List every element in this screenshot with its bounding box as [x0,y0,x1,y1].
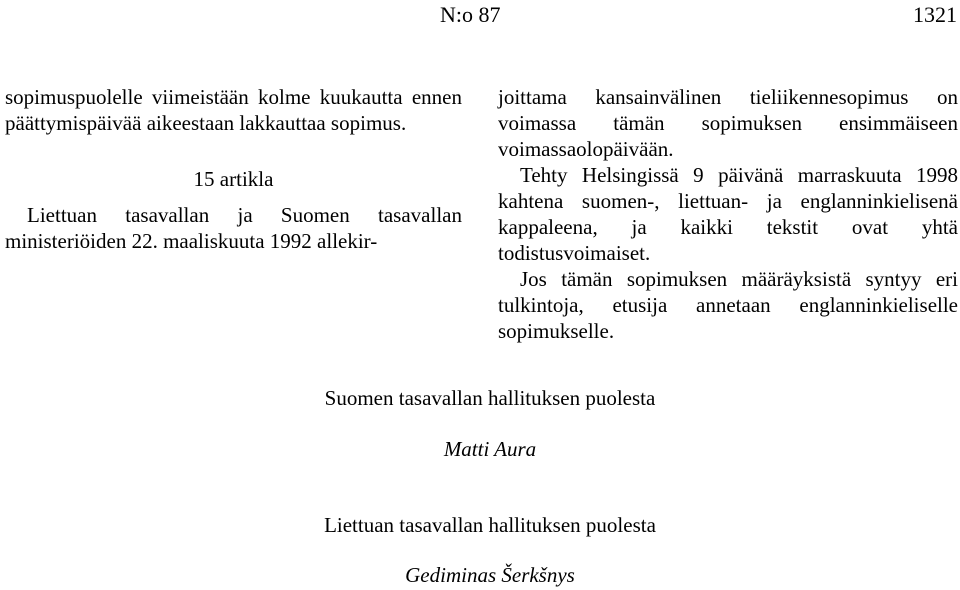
document-number: N:o 87 [440,2,501,27]
left-paragraph-1: sopimuspuolelle viimeistään kolme kuukautta ennen päättymispäivää aikeestaan lakkauttaa sopimus. [5,85,462,135]
right-paragraph-1: joittama kansainvälinen tieliikennesopimus on voimassa tämän sopimuksen ensimmäiseen voimassaolopäivään. [498,85,958,161]
page-number: 1321 [913,2,957,27]
lithuania-signatory-name: Gediminas Šerkšnys [405,563,575,587]
finland-signature-label: Suomen tasavallan hallituksen puolesta [324,386,656,410]
left-column [5,84,462,254]
finland-signatory-name: Matti Aura [443,437,537,461]
right-paragraph-3: Jos tämän sopimuksen määräyksistä syntyy eri tulkintoja, etusija annetaan englanninkieliselle sopimukselle. [498,267,958,343]
right-column [498,84,958,344]
left-paragraph-2: Liettuan tasavallan ja Suomen tasavallan ministeriöiden 22. maaliskuuta 1992 allekir- [5,203,462,253]
lithuania-signature-label: Liettuan tasavallan hallituksen puolesta [324,513,656,537]
article-heading: 15 artikla [193,167,274,191]
right-paragraph-2: Tehty Helsingissä 9 päivänä marraskuuta 1998 kahtena suomen-, liettuan- ja englanninkielisenä kappaleena, ja kaikki tekstit ovat yhtä todistusvoimaiset. [498,163,958,265]
